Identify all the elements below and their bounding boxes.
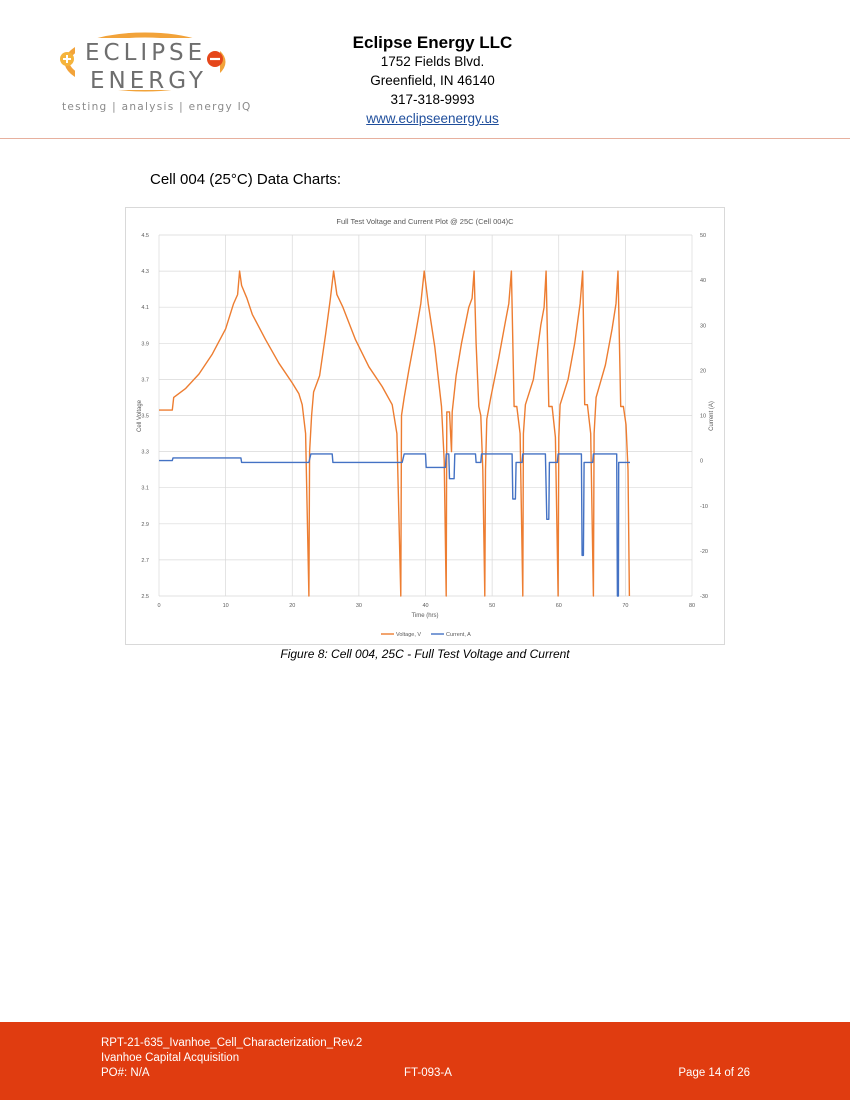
x-axis-ticks [157,603,695,609]
x-tick-label: 20 [289,603,296,609]
footer-page-number: Page 14 of 26 [678,1067,750,1079]
footer-po: PO#: N/A [101,1067,150,1079]
y-tick-label: 4.3 [141,269,149,276]
series-current-line [159,454,630,596]
page-footer [0,1022,850,1100]
y2-tick-label: -30 [700,594,708,600]
y2-tick-label: -20 [700,548,708,555]
figure-caption: Figure 8: Cell 004, 25C - Full Test Voltage and Current [280,647,570,661]
footer-form-id: FT-093-A [404,1067,452,1079]
voltage-current-chart [126,208,724,644]
company-info [330,33,535,128]
y2-tick-label: 40 [700,278,707,285]
y-tick-label: 3.9 [141,341,149,348]
header-divider [0,138,850,139]
legend-label-voltage: Voltage, V [396,632,422,638]
logo-word-2: ENERGY [90,68,207,94]
x-tick-label: 40 [422,603,429,609]
x-axis-label: Time (hrs) [411,613,439,619]
y-tick-label: 3.3 [141,449,149,456]
chart-title: Full Test Voltage and Current Plot @ 25C (Cell 004)C [336,217,514,226]
chart-legend [381,632,471,638]
y-tick-label: 3.5 [141,413,149,420]
y-tick-label: 3.7 [141,377,149,384]
y2-axis-ticks [700,233,708,600]
grid-lines [159,235,692,596]
y2-axis-label: Current (A) [709,401,715,431]
company-address-1: 1752 Fields Blvd. [380,54,485,69]
chart-container [125,207,725,645]
x-tick-label: 70 [622,603,629,609]
y2-tick-label: 20 [700,368,707,375]
y-axis-label: Cell Voltage [137,399,143,433]
y-tick-label: 4.5 [141,233,149,239]
x-tick-label: 30 [355,603,362,609]
footer-client: Ivanhoe Capital Acquisition [101,1052,240,1064]
x-tick-label: 0 [157,603,161,609]
x-tick-label: 60 [555,603,562,609]
y-tick-label: 3.1 [141,485,149,492]
y2-tick-label: 10 [700,413,707,420]
company-phone: 317-318-9993 [390,92,475,107]
x-tick-label: 10 [222,603,229,609]
company-website-link[interactable]: www.eclipseenergy.us [366,111,499,126]
legend-label-current: Current, A [446,632,471,638]
y-tick-label: 2.5 [141,594,149,600]
y2-tick-label: 50 [700,233,707,239]
company-address-2: Greenfield, IN 46140 [370,73,495,88]
y2-tick-label: 30 [700,323,707,330]
y-tick-label: 2.9 [141,521,149,528]
footer-doc-id: RPT-21-635_Ivanhoe_Cell_Characterization_Rev.2 [101,1037,363,1049]
x-tick-label: 50 [489,603,496,609]
x-tick-label: 80 [688,603,696,609]
logo-tagline: testing | analysis | energy IQ [62,101,252,113]
logo-word-1: ECLIPSE [85,40,207,66]
y2-tick-label: -10 [700,503,708,510]
company-name: Eclipse Energy LLC [352,33,513,52]
y2-tick-label: 0 [700,458,704,465]
y-tick-label: 2.7 [141,557,149,564]
section-title: Cell 004 (25°C) Data Charts: [150,171,342,188]
y-tick-label: 4.1 [141,305,149,312]
